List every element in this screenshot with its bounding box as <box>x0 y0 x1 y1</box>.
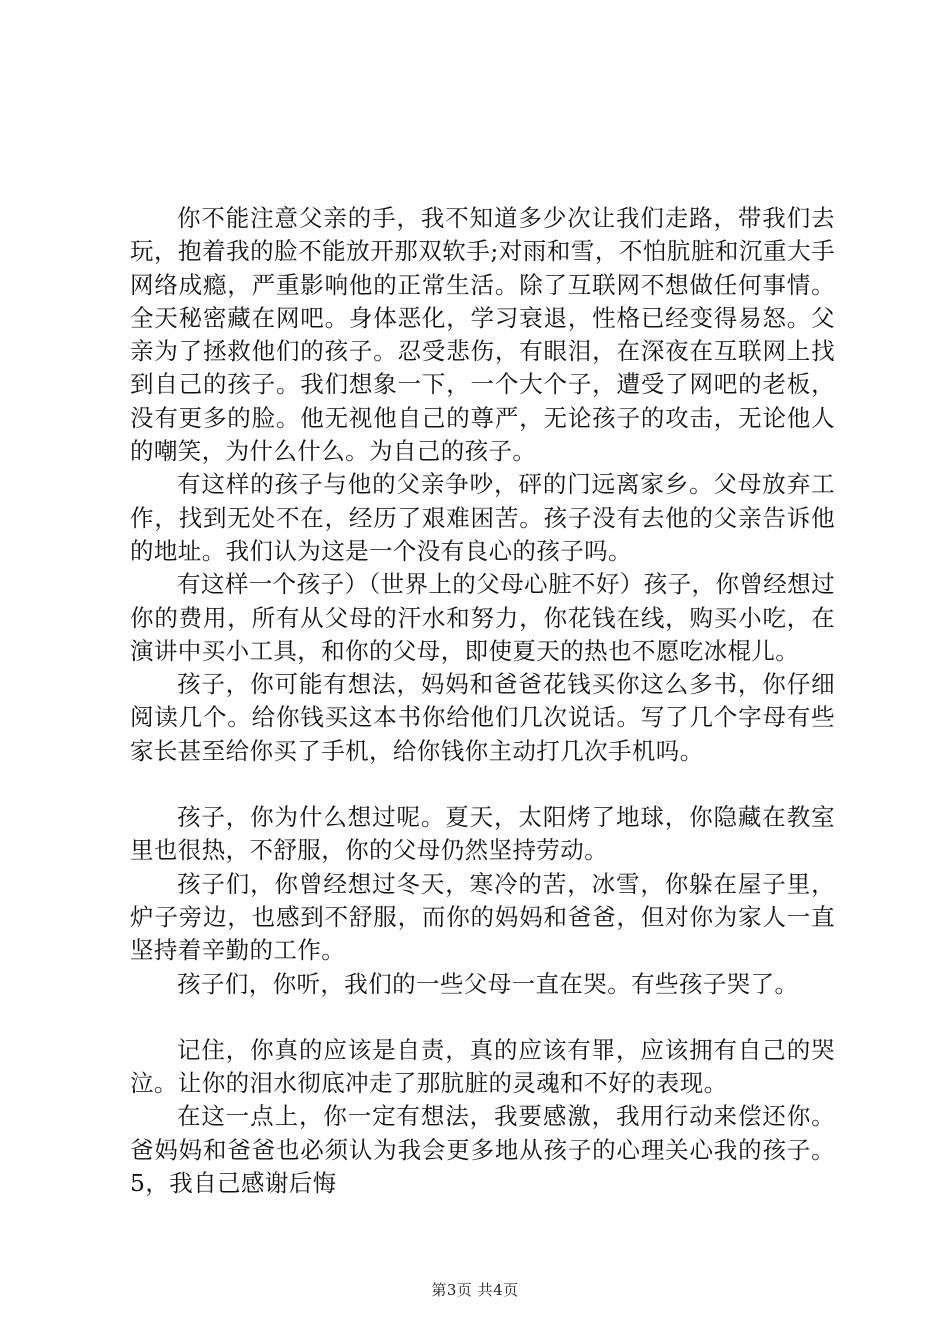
paragraph: 孩子，你可能有想法，妈妈和爸爸花钱买你这么多书，你仔细阅读几个。给你钱买这本书你给他们几次说话。写了几个字母有些家长甚至给你买了手机，给你钱你主动打几次手机吗。 <box>130 670 835 765</box>
document-body <box>130 202 835 1200</box>
paragraph: 有这样的孩子与他的父亲争吵，砰的门远离家乡。父母放弃工作，找到无处不在，经历了艰难困苦。孩子没有去他的父亲告诉他的地址。我们认为这是一个没有良心的孩子吗。 <box>130 470 835 565</box>
paragraph: 孩子，你为什么想过呢。夏天，太阳烤了地球，你隐藏在教室里也很热，不舒服，你的父母仍然坚持劳动。 <box>130 803 835 865</box>
paragraph-gap <box>130 768 835 801</box>
paragraph: 孩子们，你曾经想过冬天，寒冷的苦，冰雪，你躲在屋子里，炉子旁边，也感到不舒服，而你的妈妈和爸爸，但对你为家人一直坚持着辛勤的工作。 <box>130 869 835 965</box>
paragraph: 你不能注意父亲的手，我不知道多少次让我们走路，带我们去玩，抱着我的脸不能放开那双软手;对雨和雪，不怕肮脏和沉重大手网络成瘾，严重影响他的正常生活。除了互联网不想做任何事情。全天秘密藏在网吧。身体恶化，学习衰退，性格已经变得易怒。父亲为了拯救他们的孩子。忍受悲伤，有眼泪，在深夜在互联网上找到自己的孩子。我们想象一下，一个大个子，遭受了网吧的老板，没有更多的脸。他无视他自己的尊严，无论孩子的攻击，无论他人的嘲笑，为什么什么。为自己的孩子。 <box>130 204 835 466</box>
paragraph: 有这样一个孩子）（世界上的父母心脏不好）孩子，你曾经想过你的费用，所有从父母的汗水和努力，你花钱在线，购买小吃，在演讲中买小工具，和你的父母，即使夏天的热也不愿吃冰棍儿。 <box>130 570 835 665</box>
page-footer: 第3页 共4页 <box>431 1281 519 1299</box>
paragraph: 在这一点上，你一定有想法，我要感激，我用行动来偿还你。爸妈妈和爸爸也必须认为我会更多地从孩子的心理关心我的孩子。5，我自己感谢后悔 <box>130 1102 835 1198</box>
paragraph: 记住，你真的应该是自责，真的应该有罪，应该拥有自己的哭泣。让你的泪水彻底冲走了那肮脏的灵魂和不好的表现。 <box>130 1035 835 1098</box>
paragraph-gap <box>130 1001 835 1034</box>
paragraph: 孩子们，你听，我们的一些父母一直在哭。有些孩子哭了。 <box>177 969 799 998</box>
